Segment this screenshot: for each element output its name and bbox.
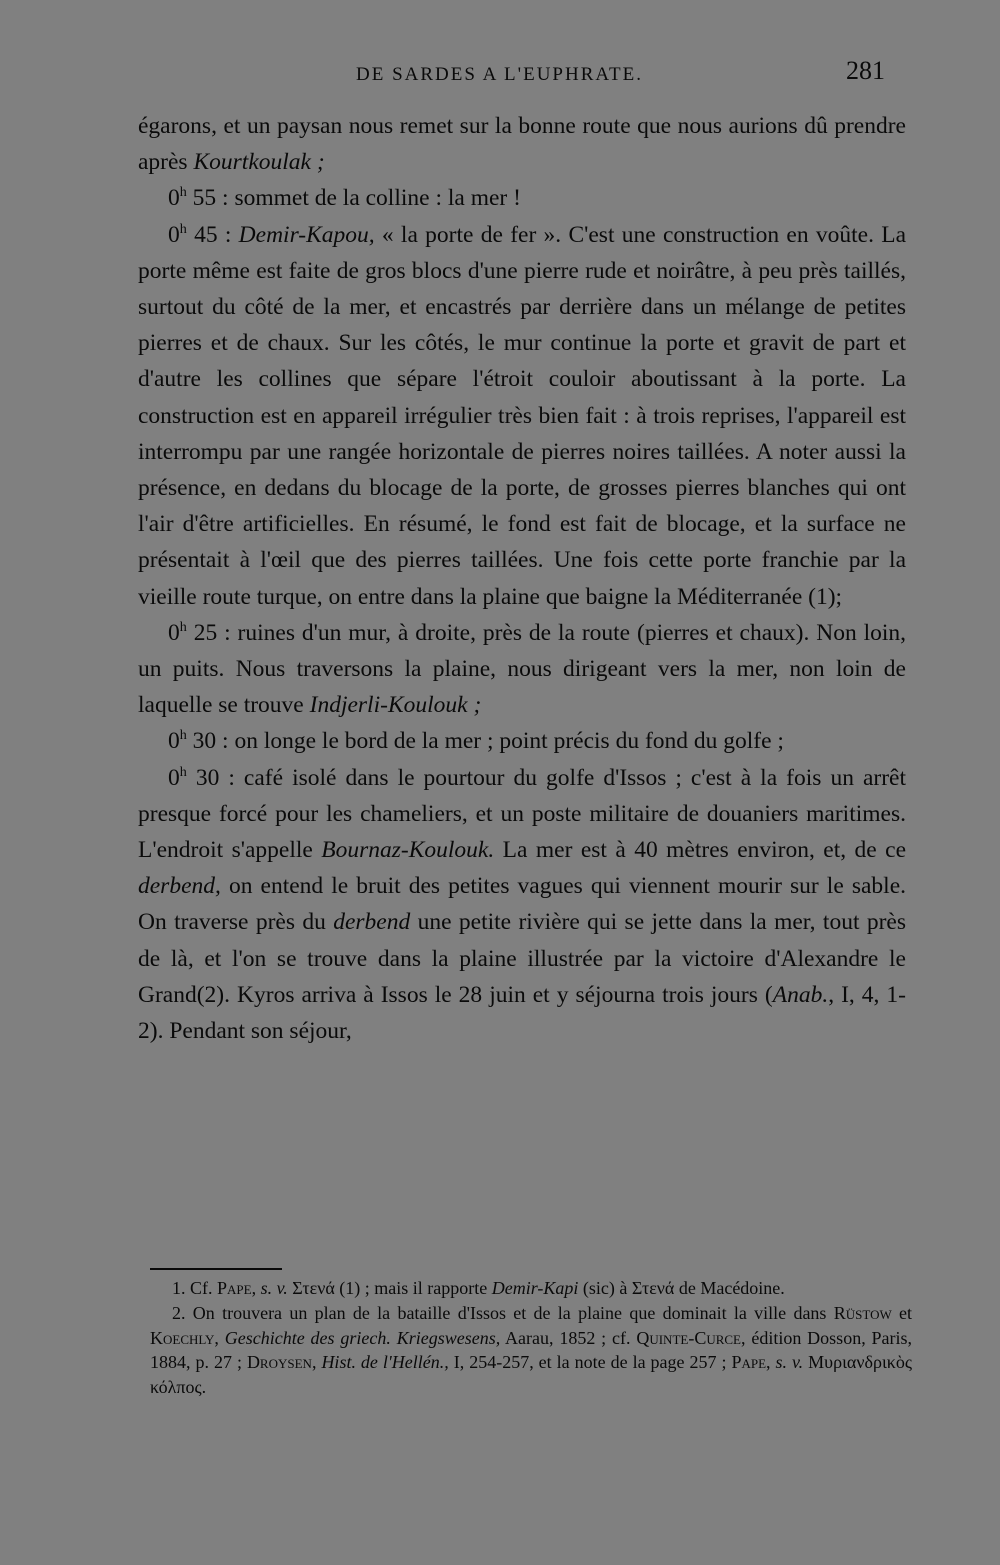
footnotes [150, 1276, 912, 1400]
book-title: Anab. [772, 981, 829, 1008]
place-name: Kourtkoulak ; [193, 149, 325, 176]
author-name: Pape, [731, 1352, 771, 1373]
book-title: Geschichte des griech. Kriegswesens, [224, 1327, 501, 1348]
term-derbend: derbend [333, 909, 411, 936]
main-text [138, 108, 906, 1049]
footnote-2: 2. On trouvera un plan de la bataille d'Issos et de la plaine que dominait la ville dans Rüstow et Koechly, Geschichte des griech. Kriegswesens, Aarau, 1852 ; cf. Quinte-Curce, édition Dosson, Paris, 1884, p. 27 ; Droysen, Hist. de l'Hellén., I, 254-257, et la note de la page 257 ; Pape, s. v. Μυριανδρικὸς κόλπος. [150, 1302, 913, 1398]
term-derbend: derbend, [138, 873, 221, 900]
author-name: Pape, [217, 1278, 257, 1298]
place-name: Demir-Kapi [491, 1278, 579, 1298]
paragraph-6: 0$^h$ 30 : café isolé dans le pourtour du golfe d'Issos ; c'est à la fois un arrêt presque forcé pour les chameliers, et un poste militaire de douaniers maritimes. L'endroit s'appelle Bournaz-Koulouk. La mer est à 40 mètres environ, et, de ce derbend, on entend le bruit des petites vagues qui viennent mourir sur le sable. On traverse près du derbend une petite rivière qui se jette dans la mer, tout près de là, et l'on se trouve dans la plaine illustrée par la victoire d'Alexandre le Grand(2). Kyros arriva à Issos le 28 juin et y séjourna trois jours (Anab., I, 4, 1-2). Pendant son séjour, [138, 763, 907, 1045]
paragraph-2: 0$^h$ 55 : sommet de la colline : la mer ! [168, 184, 521, 212]
place-name: Bournaz-Koulouk. [321, 837, 495, 864]
author-name: Quinte-Curce, [636, 1327, 746, 1348]
place-name: Indjerli-Koulouk ; [309, 692, 482, 719]
paragraph-1: égarons, et un paysan nous remet sur la bonne route que nous aurions dû prendre après Kourtkoulak ; [138, 113, 906, 176]
paragraph-5: 0$^h$ 30 : on longe le bord de la mer ; point précis du fond du golfe ; [168, 727, 784, 755]
author-name: Droysen, [246, 1352, 317, 1373]
footnote-divider [150, 1268, 282, 1270]
paragraph-4: 0$^h$ 25 : ruines d'un mur, à droite, près de la route (pierres et chaux). Non loin, un puits. Nous traversons la plaine, nous dirigeant vers la mer, non loin de laquelle se trouve Indjerli-Koulouk ; [138, 619, 907, 719]
author-name: Koechly, [150, 1327, 219, 1348]
paragraph-3: 0$^h$ 45 : Demir-Kapou, « la porte de fer ». C'est une construction en voûte. La porte même est faite de gros blocs d'une pierre rude et noirâtre, à peu près taillés, surtout du côté de la mer, et encastrés par derrière dans un mélange de petites pierres et de chaux. Sur les côtés, le mur continue la porte et gravit de part et d'autre les collines que sépare l'étroit couloir aboutissant à la porte. La construction est en appareil irrégulier très bien fait : à trois reprises, l'appareil est interrompu par une rangée horizontale de pierres noires taillées. A noter aussi la présence, en dedans du blocage de la porte, de grosses pierres blanches qui ont l'air d'être artificielles. En résumé, le fond est fait de blocage, et la surface ne présentait à l'œil que des pierres taillées. Une fois cette porte franchie par la vieille route turque, on entre dans la plaine que baigne la Méditerranée (1); [138, 220, 907, 610]
book-title: Hist. de l'Hellén., [321, 1352, 449, 1373]
footnote-ref: (2) [196, 981, 225, 1008]
footnote-1: 1. Cf. Pape, s. v. Στενά (1) ; mais il rapporte Demir-Kapi (sic) à Στενά de Macédoine. [172, 1278, 785, 1298]
page-number: 281 [846, 56, 885, 85]
place-name: Demir-Kapou, [238, 221, 375, 248]
author-name: Rüstow [833, 1302, 892, 1323]
footnote-ref: (1) [808, 583, 836, 610]
running-title: DE SARDES A L'EUPHRATE. [356, 64, 643, 85]
